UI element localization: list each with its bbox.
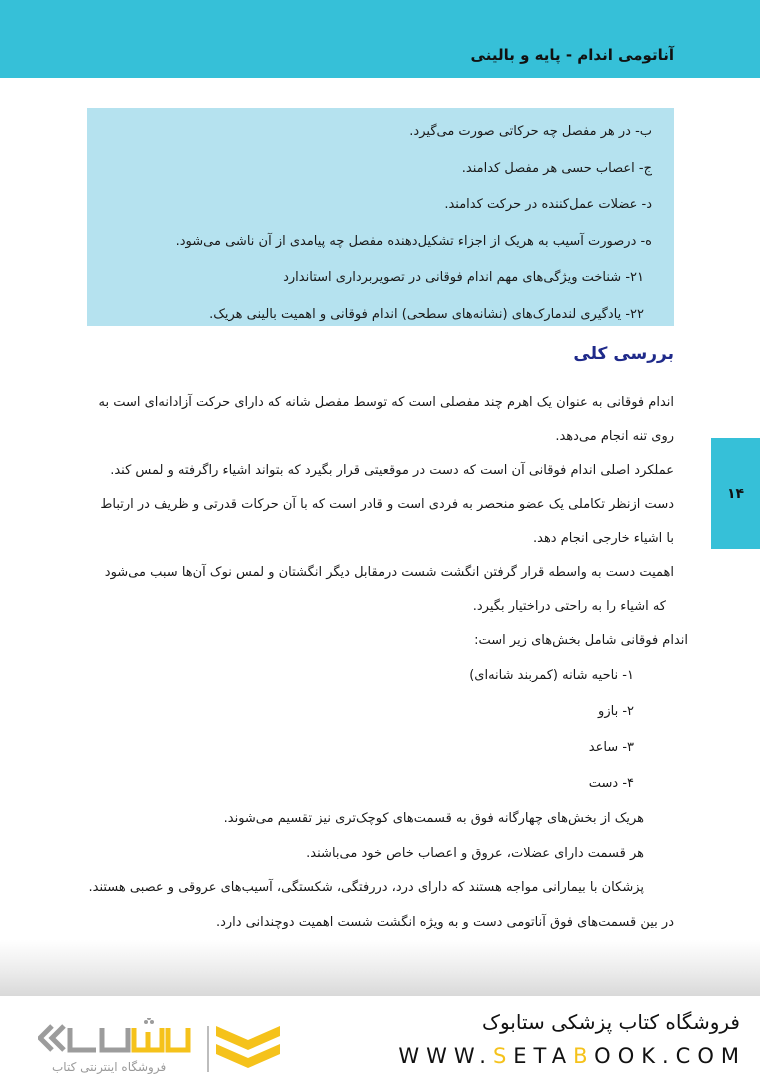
paragraph: هریک از بخش‌های چهارگانه فوق به قسمت‌های کوچک‌تری نیز تقسیم می‌شوند. [223, 811, 644, 826]
list-item: ۲- بازو [598, 704, 634, 719]
book-title: آناتومی اندام - پایه و بالینی [470, 46, 674, 64]
page-number-tab [711, 438, 760, 549]
objective-item: ه- درصورت آسیب به هریک از اجزاء تشکیل‌دهنده مفصل چه پیامدی از آن ناشی می‌شود. [175, 233, 652, 249]
paragraph: هر قسمت دارای عضلات، عروق و اعصاب خاص خود می‌باشند. [306, 845, 644, 861]
header-band [0, 0, 760, 78]
body-text [69, 386, 688, 940]
objective-item: ۲۲- یادگیری لندمارک‌های (نشانه‌های سطحی) اندام فوقانی و اهمیت بالینی هریک. [209, 306, 644, 322]
after-list-text [69, 802, 674, 940]
paragraph: عملکرد اصلی اندام فوقانی آن است که دست در موقعیتی قرار بگیرد که بتواند اشیاء راگرفته و لمس کند. [110, 463, 674, 478]
logo-tagline: فروشگاه اینترنتی کتاب [52, 1060, 167, 1074]
paragraph: اندام فوقانی به عنوان یک اهرم چند مفصلی است که توسط مفصل شانه که دارای حرکت آزادانه‌ای است به [98, 395, 674, 410]
list-item: ۳- ساعد [588, 740, 634, 755]
paragraph: پزشکان با بیمارانی مواجه هستند که دارای درد، دررفتگی، شکستگی، آسیب‌های عروقی و عصبی هستند. [88, 880, 644, 895]
shop-url[interactable]: WWW.SETABOOK.COM [398, 1044, 746, 1068]
page-number: ۱۴ [726, 485, 745, 502]
objective-item: د- عضلات عمل‌کننده در حرکت کدامند. [444, 197, 652, 212]
paragraph: با اشیاء خارجی انجام دهد. [533, 531, 674, 546]
objective-item: ج- اعصاب حسی هر مفصل کدامند. [461, 160, 652, 176]
list-item: ۴- دست [588, 776, 634, 791]
objective-item: ب- در هر مفصل چه حرکاتی صورت می‌گیرد. [409, 124, 652, 139]
page-shadow [0, 940, 760, 996]
section-heading: بررسی کلی [573, 344, 674, 364]
paragraph: اهمیت دست به واسطه قرار گرفتن انگشت شست درمقابل دیگر انگشتان و لمس نوک آن‌ها سبب می‌شود [104, 565, 674, 580]
paragraph: روی تنه انجام می‌دهد. [555, 429, 674, 444]
objective-item: ۲۱- شناخت ویژگی‌های مهم اندام فوقانی در تصویربرداری استاندارد [283, 270, 644, 285]
paragraph: در بین قسمت‌های فوق آناتومی دست و به ویژه انگشت شست اهمیت دوچندانی دارد. [215, 914, 674, 930]
paragraph: اندام فوقانی شامل بخش‌های زیر است: [474, 633, 688, 648]
paragraph: که اشیاء را به راحتی دراختیار بگیرد. [472, 599, 666, 614]
shop-name: فروشگاه کتاب پزشکی ستابوک [482, 1010, 740, 1034]
paragraph: دست ازنظر تکاملی یک عضو منحصر به فردی است و قادر است که با آن حرکات قدرتی و ظریف در ارتباط [100, 497, 674, 512]
list-item: ۱- ناحیه شانه (کمربند شانه‌ای) [469, 668, 634, 683]
logo-divider [207, 1026, 209, 1072]
objectives-box [87, 108, 674, 326]
parts-list [69, 658, 674, 802]
